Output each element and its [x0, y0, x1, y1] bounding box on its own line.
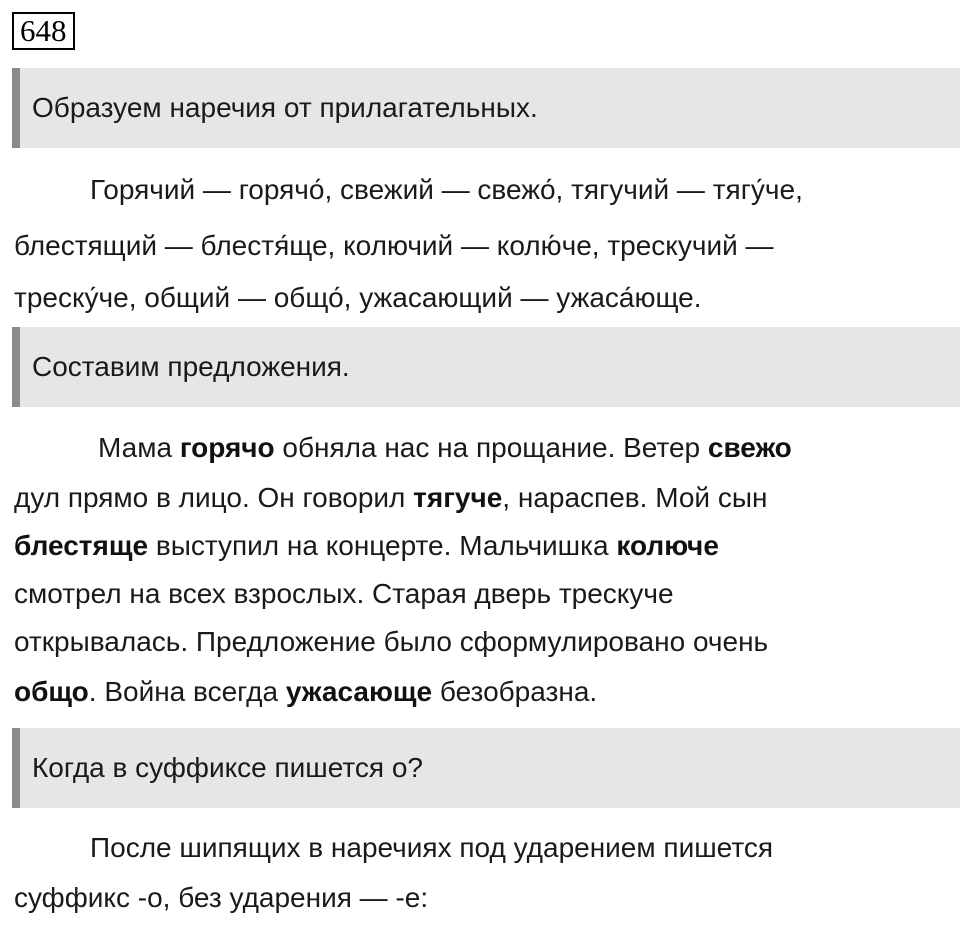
section-header-sentences: Составим предложения. [12, 327, 960, 407]
text-line [14, 478, 956, 526]
text-line [14, 828, 956, 878]
bold-word: колюче [616, 530, 719, 561]
text-span: , нараспев. Мой сын [502, 482, 768, 513]
text-line: суффикс -о, без ударения — -е: [14, 882, 429, 913]
text-line [14, 526, 956, 574]
text-line [14, 622, 956, 672]
bold-word: горячо [179, 432, 275, 463]
text-span: Горячий — горячо́, свежий — свежо́, тягучий — тягу́че, [90, 174, 803, 205]
section-header-suffix-question: Когда в суффиксе пишется о? [12, 728, 960, 808]
text-line: блестящий — блестя́ще, колючий — колю́че, трескучий — [14, 230, 774, 261]
text-span: После шипящих в наречиях под ударением пишется [90, 832, 773, 863]
task-number: 648 [12, 12, 75, 50]
text-span: . Война всегда [88, 676, 286, 707]
text-line [14, 428, 956, 478]
text-span: смотрел на всех взрослых. Старая дверь трескуче [14, 578, 674, 609]
bold-word: свежо [707, 432, 792, 463]
text-span: обняла нас на прощание. Ветер [274, 432, 708, 463]
text-line [14, 574, 956, 622]
text-line [14, 170, 956, 226]
paragraph-sentences [14, 428, 956, 720]
paragraph-adverb-pairs [14, 170, 956, 330]
text-line [14, 672, 956, 720]
text-span: дул прямо в лицо. Он говорил [14, 482, 414, 513]
bold-word: блестяще [14, 530, 149, 561]
paragraph-suffix-rule [14, 828, 956, 926]
section-header-adverb-formation: Образуем наречия от прилагательных. [12, 68, 960, 148]
text-span: выступил на концерте. Мальчишка [148, 530, 617, 561]
bold-word: ужасающе [285, 676, 433, 707]
text-line: треску́че, общий — общо́, ужасающий — ужаса́юще. [14, 282, 702, 313]
bold-word: тягуче [413, 482, 503, 513]
bold-word: общо [14, 676, 89, 707]
text-span: безобразна. [432, 676, 598, 707]
text-span: Мама [98, 432, 180, 463]
text-span: открывалась. Предложение было сформулировано очень [14, 626, 769, 657]
